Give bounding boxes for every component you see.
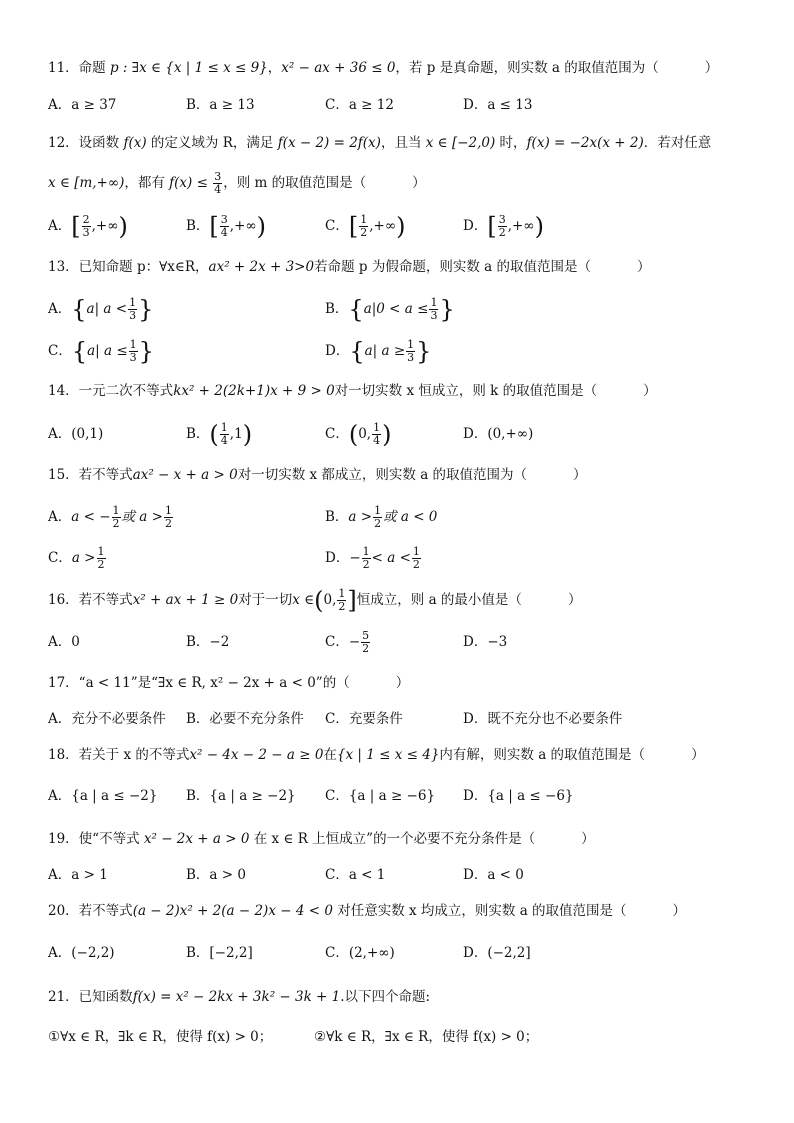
question-12-options [48,211,754,241]
question-11-stem [48,58,754,78]
stem-text: 21．已知函数 [48,989,133,1005]
question-16-options [48,627,754,657]
question-14-stem [48,381,754,401]
option-d[interactable]: D．既不充分也不必要条件 [463,711,623,727]
option-d[interactable]: D．− $\frac{1}{2}$ < a < $\frac{1}{2}$ [325,545,420,571]
option-c[interactable]: C．a ≥ 12 [325,97,394,113]
math-expr: p : ∃x ∈ {x | 1 ≤ x ≤ 9} [109,60,268,76]
stem-text: 恒成立，则 a 的最小值是（ [356,592,522,608]
stem-text: 20．若不等式 [48,903,133,919]
question-13-options-row1 [48,294,754,324]
option-a[interactable]: A．{a | a ≤ −2} [48,788,158,804]
stem-text: ．若对任意 [643,135,712,151]
question-20-stem [48,901,754,921]
option-a[interactable]: A．充分不必要条件 [48,711,166,727]
option-d[interactable]: D．{a| a ≥ $\frac{1}{3}$ } [325,337,432,366]
stem-text: ，都有 [124,175,170,191]
stem-text: 在 x ∈ R 上恒成立”的一个必要不充分条件是（ [249,831,536,847]
option-b[interactable]: B．{a | a ≥ −2} [186,788,296,804]
stem-text: ） [636,259,651,275]
question-15-options-row1 [48,502,754,532]
question-12-stem-line2 [48,170,754,196]
stem-text: 对一切实数 x 恒成立，则 k 的取值范围是（ [334,383,598,399]
stem-text: 17．“a < 11”是“∃x ∈ R, x² − 2x + a < 0”的（ [48,675,350,691]
option-b[interactable]: B．a > $\frac{1}{2}$ 或 a < 0 [325,504,438,530]
math-expr: kx² + 2(2k+1)x + 9 > 0 [173,383,335,399]
math-expr: ax² − x + a > 0 [132,467,238,483]
option-a[interactable]: A．(0,1) [48,426,104,442]
question-19-stem [48,829,754,849]
stem-text: 的定义域为 R，满足 [146,135,278,151]
option-c[interactable]: C．a < 1 [325,867,386,883]
fraction: $\frac{3}{4}$ [214,170,222,196]
option-b[interactable]: B．[ $\frac{3}{4}$ ,+∞) [186,212,267,241]
stem-text: ） [704,60,719,76]
math-expr: f(x) [123,135,147,151]
option-d[interactable]: D．(0,+∞) [463,426,534,442]
option-c[interactable]: C．(0, $\frac{1}{4}$ ) [325,420,392,449]
question-16-stem: 16．若不等式x² + ax + 1 ≥ 0对于一切x ∈(0, $\frac{1}{2}$ ]恒成立，则 a 的最小值是（ ） [48,586,582,615]
math-expr: f(x) ≤ [169,175,208,191]
stem-text: 时， [495,135,527,151]
option-c[interactable]: C．[ $\frac{1}{2}$ ,+∞) [325,212,406,241]
stem-text: 15．若不等式 [48,467,133,483]
stem-text: 18．若关于 x 的不等式 [48,747,190,763]
stem-text: ） [581,831,595,847]
option-c[interactable]: C．{a | a ≥ −6} [325,788,436,804]
stem-text: ） [643,383,657,399]
stem-text: ，且当 [380,135,426,151]
option-a[interactable]: A．[ $\frac{2}{3}$ ,+∞) [48,212,128,241]
math-expr: x² − ax + 36 ≤ 0 [281,60,396,76]
option-b[interactable]: B．a ≥ 13 [186,97,255,113]
question-13-stem [48,257,754,277]
option-c[interactable]: C．a > $\frac{1}{2}$ [48,545,105,571]
stem-text: ） [412,175,426,191]
stem-text: 对一切实数 x 都成立，则实数 a 的取值范围为（ [237,467,528,483]
math-expr: f(x) = −2x(x + 2) [526,135,644,151]
option-a[interactable]: A．0 [48,634,80,650]
option-d[interactable]: D．(−2,2] [463,945,531,961]
option-a[interactable]: A．a > 1 [48,867,108,883]
stem-text: 12．设函数 [48,135,124,151]
question-14-options [48,419,754,449]
stem-text: ） [573,467,587,483]
stem-text: 14．一元二次不等式 [48,383,174,399]
option-a[interactable]: A．{a| a < $\frac{1}{3}$ } [48,295,154,324]
statement-1: ①∀x ∈ R，∃k ∈ R，使得 f(x) > 0； [48,1029,273,1045]
stem-text: 对于一切 [238,592,293,608]
statement-2: ②∀k ∈ R，∃x ∈ R，使得 f(x) > 0； [314,1029,539,1045]
option-b[interactable]: B．{a|0 < a ≤ $\frac{1}{3}$ } [325,295,455,324]
question-12-stem [48,133,754,153]
question-13-options-row2 [48,336,754,366]
option-d[interactable]: D．a < 0 [463,867,524,883]
math-expr: x ∈ [−2,0) [425,135,496,151]
question-15-options-row2 [48,543,754,573]
option-d[interactable]: D．[ $\frac{3}{2}$ ,+∞) [463,212,544,241]
question-17-stem [48,673,754,693]
option-c[interactable]: C．− $\frac{5}{2}$ [325,629,370,655]
math-expr: x² − 4x − 2 − a ≥ 0 [189,747,324,763]
stem-text: 在 [323,747,337,763]
math-expr: ax² + 2x + 3>0 [208,259,315,275]
option-a[interactable]: A．a < − $\frac{1}{2}$ 或 a > $\frac{1}{2}$ [48,504,172,530]
stem-text: ） [691,747,705,763]
stem-text: 11．命题 [48,60,110,76]
option-b[interactable]: B．( $\frac{1}{4}$ ,1) [186,420,253,449]
stem-text: ） [567,592,582,608]
stem-text: ，则 m 的取值范围是（ [223,175,367,191]
stem-text: ） [672,903,687,919]
stem-text: 16．若不等式 [48,592,133,608]
option-b[interactable]: B．−2 [186,634,230,650]
question-18-stem [48,745,754,765]
option-a[interactable]: A．(−2,2) [48,945,115,961]
math-expr: x² + ax + 1 ≥ 0 [132,592,239,608]
question-21-stem [48,987,754,1007]
option-b[interactable]: B．[−2,2] [186,945,253,961]
option-b[interactable]: B．必要不充分条件 [186,711,304,727]
option-d[interactable]: D．{a | a ≤ −6} [463,788,574,804]
math-expr: (a − 2)x² + 2(a − 2)x − 4 < 0 [132,903,333,919]
question-15-stem [48,465,754,485]
stem-text: .以下四个命题: [340,989,431,1005]
math-expr: f(x) = x² − 2kx + 3k² − 3k + 1 [132,989,341,1005]
math-expr: {x | 1 ≤ x ≤ 4} [336,747,440,763]
option-a[interactable]: A．a ≥ 37 [48,97,117,113]
option-d[interactable]: D．−3 [463,634,508,650]
stem-text: ） [395,675,410,691]
stem-text: 13．已知命题 p：∀x∈R， [48,259,209,275]
stem-text: 若命题 p 为假命题，则实数 a 的取值范围是（ [314,259,591,275]
option-d[interactable]: D．a ≤ 13 [463,97,533,113]
math-expr: x ∈ [m,+∞) [48,175,125,191]
math-expr: x² − 2x + a > 0 [143,831,250,847]
stem-text: ， [267,60,282,76]
stem-text: 19．使“不等式 [48,831,144,847]
option-c[interactable]: C．(2,+∞) [325,945,395,961]
math-expr: x ∈ [292,592,315,608]
stem-text: 内有解，则实数 a 的取值范围是（ [439,747,646,763]
option-c[interactable]: C．{a| a ≤ $\frac{1}{3}$ } [48,337,154,366]
math-expr: f(x − 2) = 2f(x) [277,135,381,151]
stem-text: ，若 p 是真命题，则实数 a 的取值范围为（ [395,60,659,76]
stem-text: 对任意实数 x 均成立，则实数 a 的取值范围是（ [332,903,627,919]
option-b[interactable]: B．a > 0 [186,867,246,883]
option-c[interactable]: C．充要条件 [325,711,403,727]
